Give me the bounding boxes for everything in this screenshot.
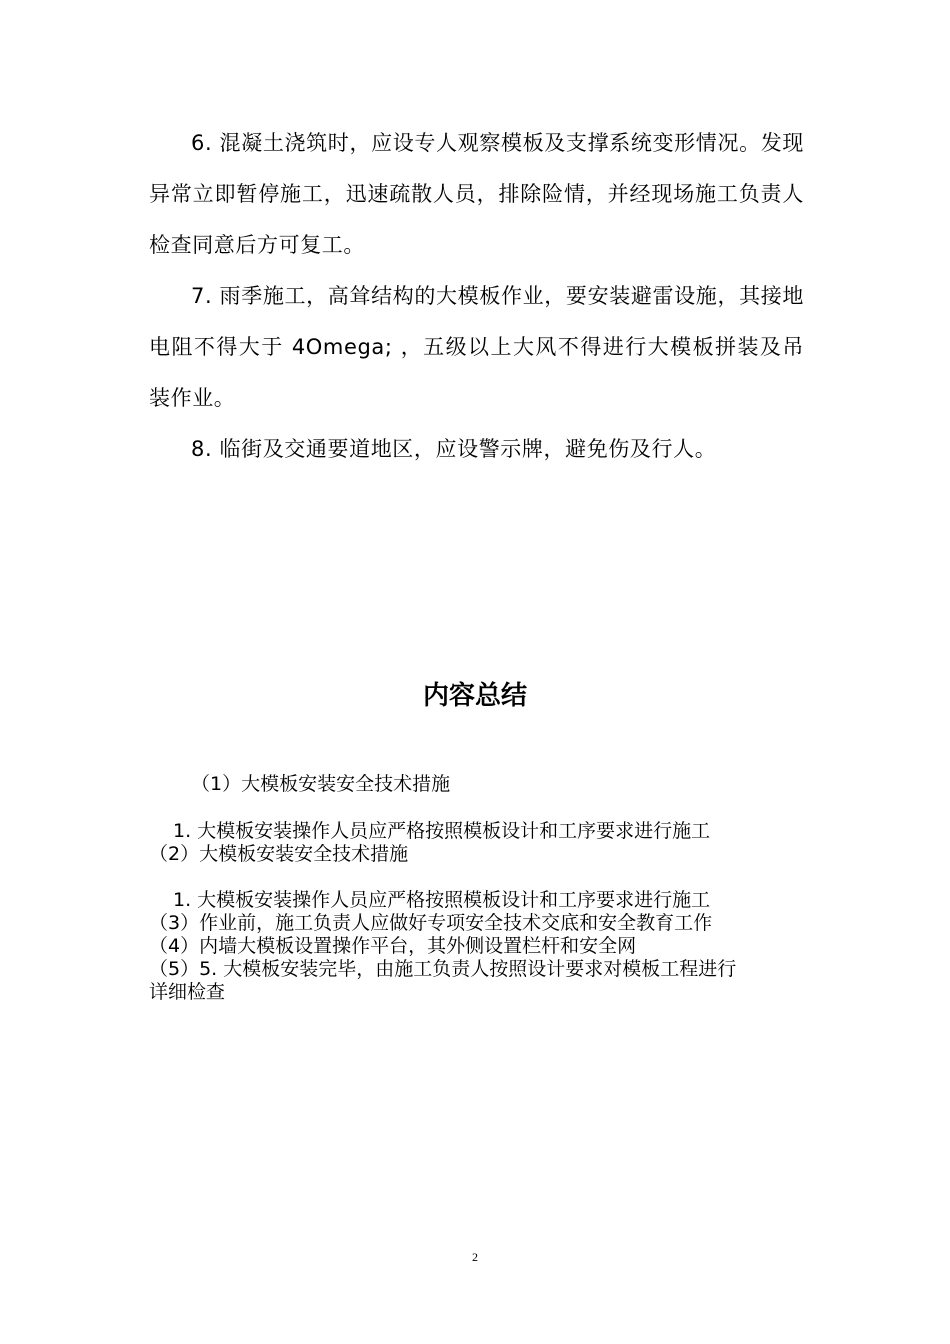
summary-item-2-detail: 1. 大模板安装操作人员应严格按照模板设计和工序要求进行施工 <box>173 889 711 911</box>
spacer <box>149 866 809 889</box>
summary-item-1-detail: 1. 大模板安装操作人员应严格按照模板设计和工序要求进行施工 <box>173 820 711 842</box>
summary-item-5: （5）5. 大模板安装完毕，由施工负责人按照设计要求对模板工程进行 <box>149 958 737 980</box>
paragraph-7: 7. 雨季施工，高耸结构的大模板作业，要安装避雷设施，其接地电阻不得大于 4Omega; ，五级以上大风不得进行大模板拼装及吊装作业。 <box>149 284 804 410</box>
summary-title: 内容总结 <box>422 681 527 711</box>
summary-list <box>149 773 809 1004</box>
page-number: 2 <box>472 1250 478 1264</box>
summary-item-4: （4）内墙大模板设置操作平台，其外侧设置栏杆和安全网 <box>149 935 637 957</box>
spacer <box>149 796 809 820</box>
body-text <box>149 118 804 475</box>
paragraph-6: 6. 混凝土浇筑时，应设专人观察模板及支撑系统变形情况。发现异常立即暂停施工，迅速疏散人员，排除险情，并经现场施工负责人检查同意后方可复工。 <box>149 131 804 257</box>
summary-item-3: （3）作业前，施工负责人应做好专项安全技术交底和安全教育工作 <box>149 912 713 934</box>
summary-item-5-cont: 详细检查 <box>149 981 226 1003</box>
summary-item-1: （1）大模板安装安全技术措施 <box>191 773 451 795</box>
summary-item-2: （2）大模板安装安全技术措施 <box>149 843 409 865</box>
paragraph-8: 8. 临街及交通要道地区，应设警示牌，避免伤及行人。 <box>191 437 717 461</box>
